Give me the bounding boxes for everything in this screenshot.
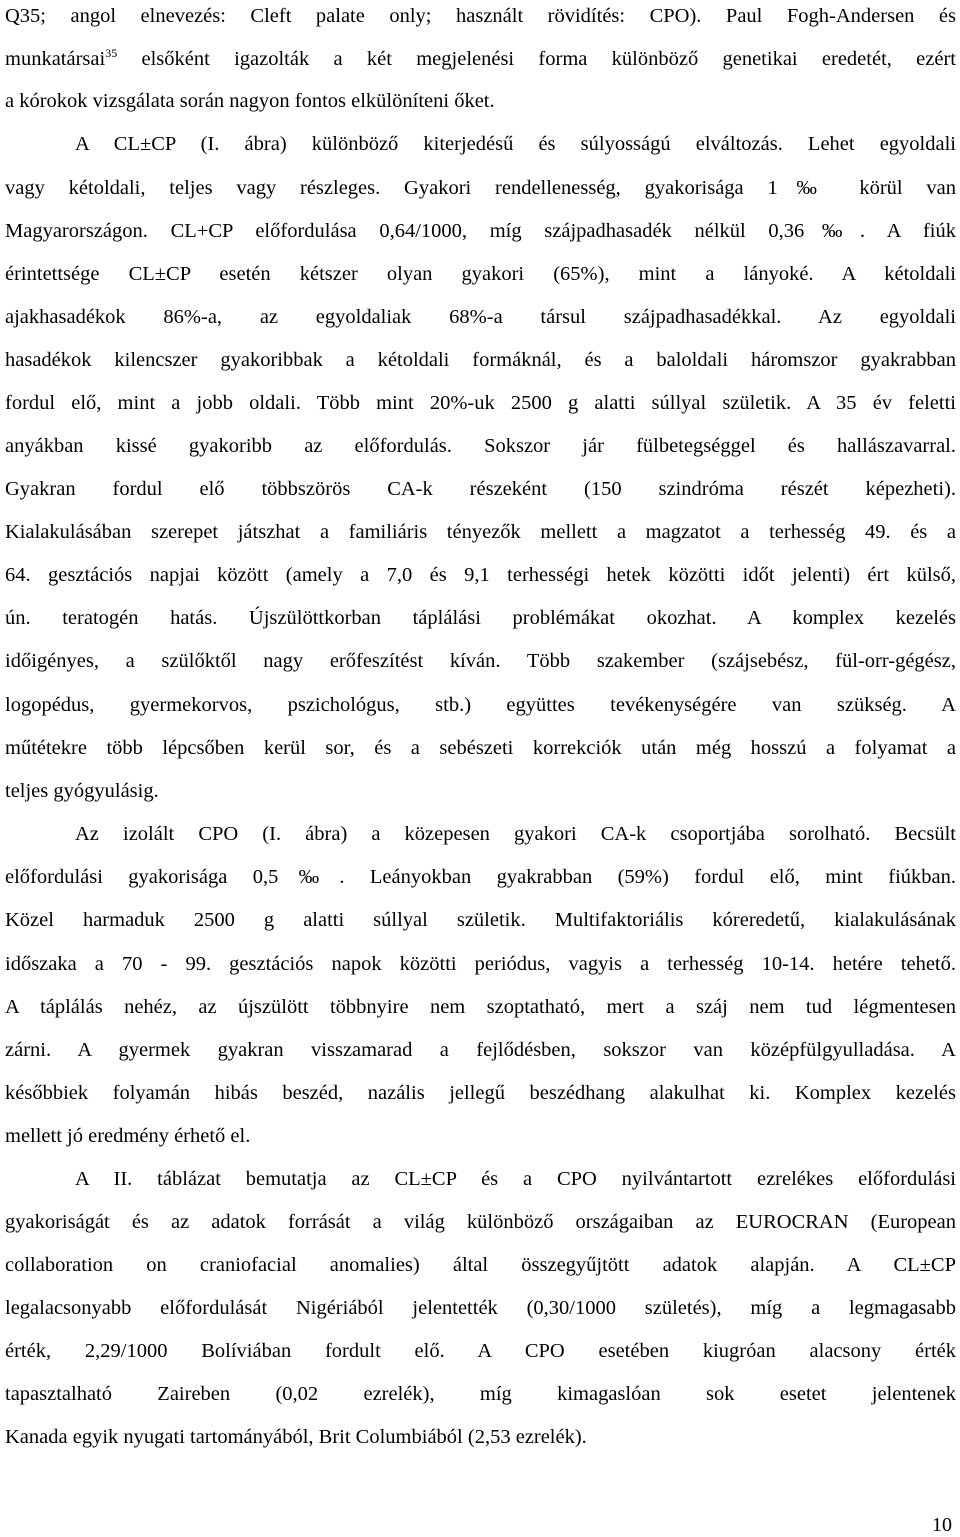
text-line-content: elsőként igazolták a két megjelenési forma különböző genetikai eredetét, ezért [117,48,956,70]
text-line [5,89,956,113]
text-line [5,262,956,286]
text-line [5,1339,956,1363]
text-line-content: műtétekre több lépcsőben kerül sor, és a sebészeti korrekciók után még hosszú a folyamat a [5,737,956,759]
text-line [5,47,956,71]
text-line-content: vagy kétoldali, teljes vagy részleges. Gyakori rendellenesség, gyakorisága 1‰ körül van [5,177,956,199]
text-line-content: zárni. A gyermek gyakran visszamarad a fejlődésben, sokszor van középfülgyulladása. A [5,1039,956,1061]
text-line-content: A táplálás nehéz, az újszülött többnyire nem szoptatható, mert a száj nem tud légmentesen [5,996,956,1018]
text-line [5,606,956,630]
text-line-content: érték, 2,29/1000 Bolíviában fordult elő. A CPO esetében kiugróan alacsony érték [5,1340,956,1362]
text-line [5,1296,956,1320]
text-line [75,132,956,156]
text-line-content: a kórokok vizsgálata során nagyon fontos elkülöníteni őket. [5,90,495,112]
text-line [5,1210,956,1234]
text-line-content: legalacsonyabb előfordulását Nigériából jelentették (0,30/1000 születés), míg a legmagasabb [5,1297,956,1319]
text-line-content: hasadékok kilencszer gyakoribbak a kétoldali formáknál, és a baloldali háromszor gyakrabban [5,349,956,371]
text-line-content: 64. gesztációs napjai között (amely a 7,0 és 9,1 terhességi hetek közötti időt jelenti) ért külső, [5,564,956,586]
text-line [5,4,956,28]
text-line [5,520,956,544]
text-line-content: Magyarországon. CL+CP előfordulása 0,64/1000, míg szájpadhasadék nélkül 0,36‰. A fiúk [5,220,956,242]
text-line [5,865,956,889]
text-line [5,952,956,976]
text-line [5,305,956,329]
text-line-content: Q35; angol elnevezés: Cleft palate only; használt rövidítés: CPO). Paul Fogh-Andersen és [5,5,956,27]
text-line-content: időszaka a 70 - 99. gesztációs napok közötti periódus, vagyis a terhesség 10-14. hetére tehető. [5,953,956,975]
text-line [5,1038,956,1062]
text-line [5,434,956,458]
text-line-content: ajakhasadékok 86%-a, az egyoldaliak 68%-a társul szájpadhasadékkal. Az egyoldali [5,306,956,328]
text-line-content: Kanada egyik nyugati tartományából, Brit Columbiából (2,53 ezrelék). [5,1426,587,1448]
text-line [5,348,956,372]
text-line-start: munkatársai [5,48,106,70]
text-line [5,563,956,587]
text-line-content: Gyakran fordul elő többszörös CA-k részeként (150 szindróma részét képezheti). [5,478,956,500]
text-line [5,1382,956,1406]
text-line-content: későbbiek folyamán hibás beszéd, nazális jellegű beszédhang alakulhat ki. Komplex kezelés [5,1082,956,1104]
text-line [75,1167,956,1191]
text-line [5,391,956,415]
citation-superscript: 35 [105,46,118,60]
text-line-content: előfordulási gyakorisága 0,5‰. Leányokban gyakrabban (59%) fordul elő, mint fiúkban. [5,866,956,888]
text-line [5,1081,956,1105]
text-line-content: collaboration on craniofacial anomalies) által összegyűjtött adatok alapján. A CL±CP [5,1254,956,1276]
text-line-content: mellett jó eredmény érhető el. [5,1125,251,1147]
text-line [5,1253,956,1277]
text-line-content: anyákban kissé gyakoribb az előfordulás. Sokszor jár fülbetegséggel és hallászavarral. [5,435,956,457]
text-line-content: Kialakulásában szerepet játszhat a familiáris tényezők mellett a magzatot a terhesség 49. és a [5,521,956,543]
text-line [5,649,956,673]
text-line-content: fordul elő, mint a jobb oldali. Több mint 20%-uk 2500 g alatti súllyal születik. A 35 év feletti [5,392,956,414]
text-line-content: gyakoriságát és az adatok forrását a világ különböző országaiban az EUROCRAN (European [5,1211,956,1233]
text-line-content: időigényes, a szülőktől nagy erőfeszítést kíván. Több szakember (szájsebész, fül-orr-gégész, [5,650,956,672]
text-line [5,477,956,501]
text-line-content: A CL±CP (I. ábra) különböző kiterjedésű és súlyosságú elváltozás. Lehet egyoldali [75,133,956,155]
text-line [5,908,956,932]
text-line [5,693,956,717]
text-line [5,1124,956,1148]
text-line-content: teljes gyógyulásig. [5,780,159,802]
text-line [75,822,956,846]
text-line [5,779,956,803]
text-line [5,176,956,200]
text-line-content: Az izolált CPO (I. ábra) a közepesen gyakori CA-k csoportjába sorolható. Becsült [75,823,956,845]
text-line [5,995,956,1019]
text-line-content: A II. táblázat bemutatja az CL±CP és a CPO nyilvántartott ezrelékes előfordulási [75,1168,956,1190]
text-line-content: tapasztalható Zaireben (0,02 ezrelék), míg kimagaslóan sok esetet jelentenek [5,1383,956,1405]
text-line [5,1425,956,1449]
text-line-content: Közel harmaduk 2500 g alatti súllyal születik. Multifaktoriális kóreredetű, kialakulásának [5,909,956,931]
text-line [5,219,956,243]
text-line-content: érintettsége CL±CP esetén kétszer olyan gyakori (65%), mint a lányoké. A kétoldali [5,263,956,285]
text-line [5,736,956,760]
text-line-content: logopédus, gyermekorvos, pszichológus, stb.) együttes tevékenységére van szükség. A [5,694,956,716]
page-number: 10 [932,1514,952,1536]
text-line-content: ún. teratogén hatás. Újszülöttkorban táplálási problémákat okozhat. A komplex kezelés [5,607,956,629]
